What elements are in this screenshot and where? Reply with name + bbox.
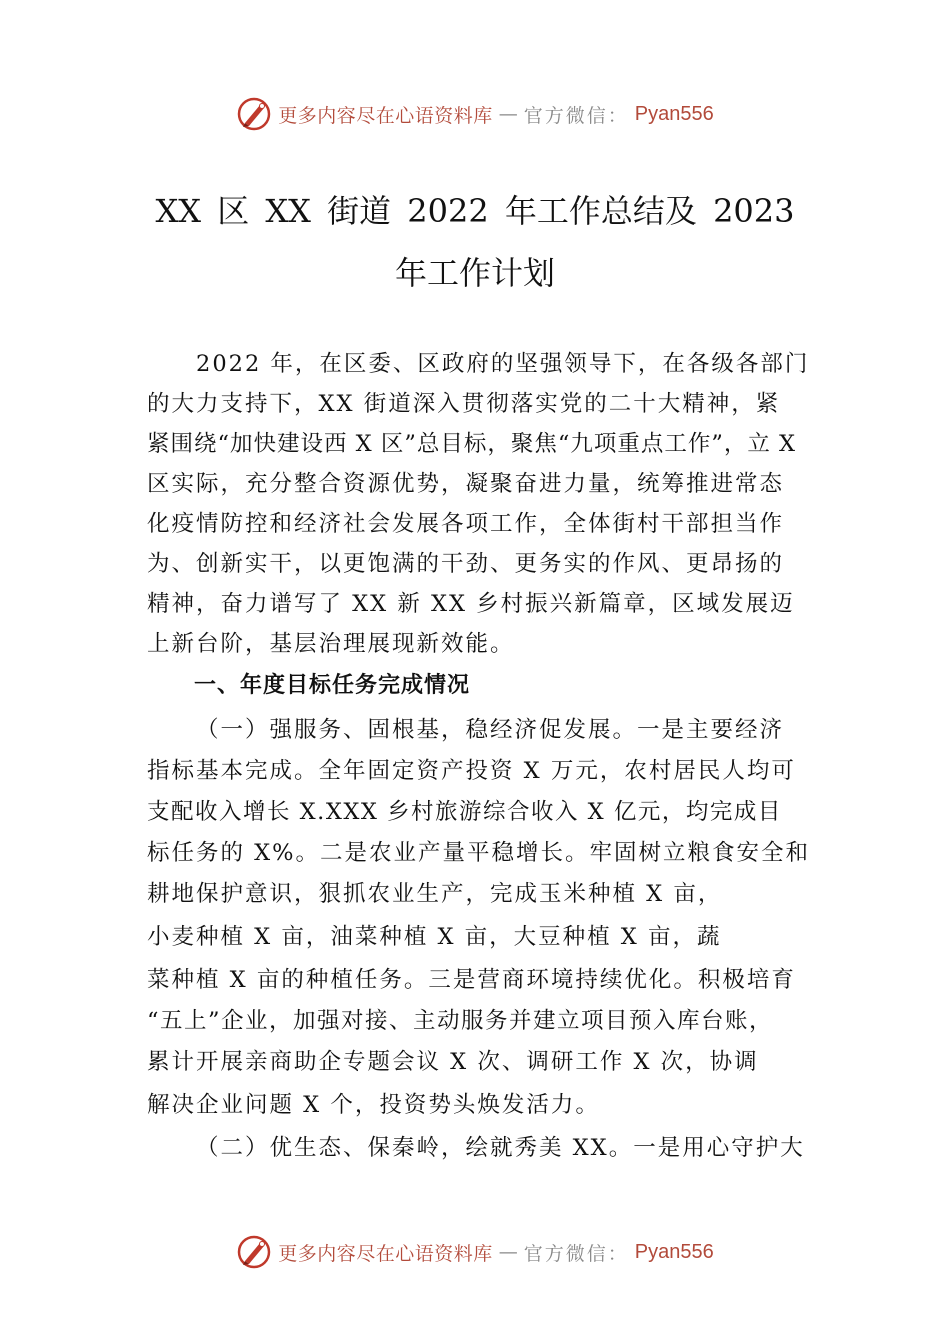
body-line: （一）强服务、固根基，稳经济促发展。一是主要经济	[196, 717, 785, 743]
body-line: 耕地保护意识，狠抓农业生产，完成玉米种植 X 亩，	[147, 881, 723, 907]
body-line: 为、创新实干，以更饱满的干劲、更务实的作风、更昂扬的	[147, 551, 785, 577]
body-line: （二）优生态、保秦岭，绘就秀美 XX。一是用心守护大	[196, 1135, 805, 1161]
banner-site-text: 更多内容尽在心语资料库	[278, 104, 493, 127]
banner-wechat-label: 官方微信：	[523, 1242, 629, 1265]
banner-site-text: 更多内容尽在心语资料库	[278, 1242, 493, 1265]
body-line: 菜种植 X 亩的种植任务。三是营商环境持续优化。积极培育	[147, 967, 796, 993]
document-title-line-1: XX 区 XX 街道 2022 年工作总结及 2023	[155, 192, 795, 230]
body-line: 2022 年，在区委、区政府的坚强领导下，在各级各部门	[196, 351, 810, 377]
watermark-banner-top	[0, 94, 950, 134]
banner-dash: —	[498, 103, 518, 125]
body-line: 小麦种植 X 亩，油菜种植 X 亩，大豆种植 X 亩，蔬	[147, 924, 722, 950]
pen-logo-icon	[236, 1234, 272, 1270]
watermark-banner-bottom	[0, 1232, 950, 1272]
body-line: 上新台阶，基层治理展现新效能。	[147, 631, 515, 657]
body-line: 解决企业问题 X 个，投资势头焕发活力。	[147, 1092, 600, 1118]
body-line: 精神，奋力谱写了 XX 新 XX 乡村振兴新篇章，区域发展迈	[147, 591, 795, 617]
body-line: 支配收入增长 X.XXX 乡村旅游综合收入 X 亿元，均完成目	[147, 799, 782, 825]
body-line: “五上”企业，加强对接、主动服务并建立项目预入库台账，	[147, 1008, 774, 1034]
body-line: 区实际，充分整合资源优势，凝聚奋进力量，统筹推进常态	[147, 471, 785, 497]
document-title-line-2: 年工作计划	[394, 254, 555, 292]
banner-wechat-id: Pyan556	[634, 102, 714, 125]
body-line: 紧围绕“加快建设西 X 区”总目标，聚焦“九项重点工作”，立 X	[147, 431, 797, 457]
body-line: 的大力支持下，XX 街道深入贯彻落实党的二十大精神，紧	[147, 391, 781, 417]
banner-wechat-label: 官方微信：	[523, 104, 629, 127]
banner-wechat-id: Pyan556	[634, 1240, 714, 1263]
body-line: 指标基本完成。全年固定资产投资 X 万元，农村居民人均可	[147, 758, 796, 784]
pen-logo-icon	[236, 96, 272, 132]
body-line: 化疫情防控和经济社会发展各项工作，全体街村干部担当作	[147, 511, 785, 537]
body-line: 标任务的 X%。二是农业产量平稳增长。牢固树立粮食安全和	[147, 840, 811, 866]
banner-dash: —	[498, 1241, 518, 1263]
body-line: 累计开展亲商助企专题会议 X 次、调研工作 X 次，协调	[147, 1049, 759, 1075]
section-heading-1: 一、年度目标任务完成情况	[194, 673, 471, 698]
